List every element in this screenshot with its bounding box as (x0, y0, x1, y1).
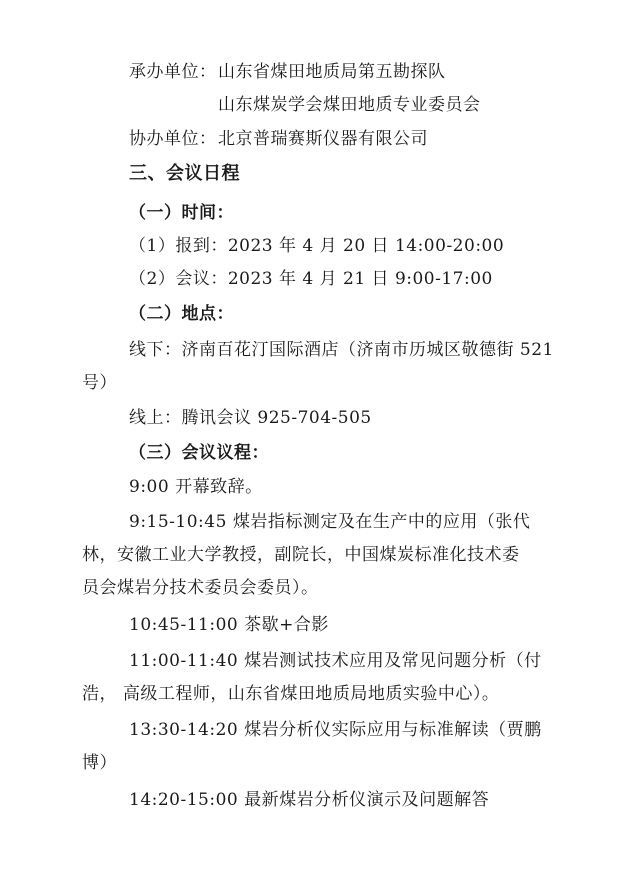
agenda-item-5-line1: 13:30-14:20 煤岩分析仪实际应用与标准解读（贾鹏 (129, 720, 542, 740)
section-title-schedule: 三、会议日程 (129, 163, 240, 184)
subsection-title-agenda: （三）会议议程： (129, 443, 269, 463)
co-unit-1: 北京普瑞赛斯仪器有限公司 (218, 129, 428, 149)
agenda-item-4-line2: 浩， 高级工程师，山东省煤田地质局地质实验中心）。 (82, 684, 500, 704)
agenda-item-5-line2: 博） (82, 753, 117, 773)
host-unit-2: 山东煤炭学会煤田地质专业委员会 (218, 95, 481, 115)
agenda-item-4-line1: 11:00-11:40 煤岩测试技术应用及常见问题分析（付 (129, 651, 542, 671)
agenda-item-opening: 9:00 开幕致辞。 (129, 477, 263, 497)
online-venue: 线上：腾讯会议 925-704-505 (129, 408, 372, 428)
meeting-time: （2）会议：2023 年 4 月 21 日 9:00-17:00 (129, 269, 493, 289)
agenda-item-break: 10:45-11:00 茶歇+合影 (129, 615, 329, 635)
agenda-item-2-line1: 9:15-10:45 煤岩指标测定及在生产中的应用（张代 (129, 512, 531, 532)
agenda-item-2-line2: 林，安徽工业大学教授，副院长，中国煤炭标准化技术委 (82, 545, 520, 565)
subsection-title-place: （二）地点： (129, 304, 234, 324)
checkin-time: （1）报到：2023 年 4 月 20 日 14:00-20:00 (129, 236, 505, 256)
agenda-item-2-line3: 员会煤岩分技术委员会委员）。 (82, 578, 319, 598)
offline-venue-line2: 号） (82, 373, 117, 393)
host-unit-1: 山东省煤田地质局第五勘探队 (218, 62, 446, 82)
host-unit-label: 承办单位： (129, 62, 217, 82)
offline-venue-line1: 线下：济南百花汀国际酒店（济南市历城区敬德街 521 (129, 340, 554, 360)
subsection-title-time: （一）时间： (129, 203, 234, 223)
agenda-item-6: 14:20-15:00 最新煤岩分析仪演示及问题解答 (129, 790, 490, 810)
co-unit-label: 协办单位： (129, 129, 217, 149)
